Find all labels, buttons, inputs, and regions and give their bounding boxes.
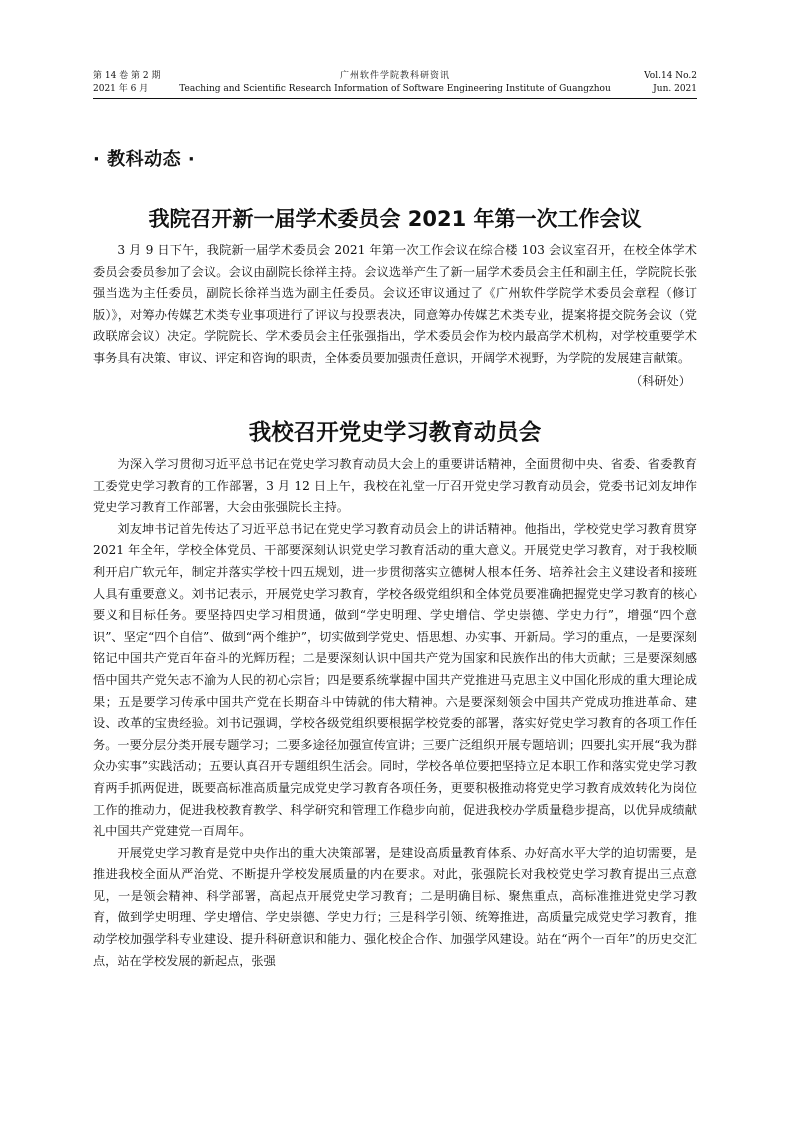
article-title: 我校召开党史学习教育动员会 <box>248 420 542 446</box>
article-paragraph: 刘友坤书记首先传达了习近平总书记在党史学习教育动员会上的讲话精神。他指出，学校党史学习教育贯穿 2021 年全年，学校全体党员、干部要深刻认识党史学习教育活动的重大意义。开展党史学习教育，对于我校顺利开启广软元年，制定并落实学校十四五规划，进一步贯彻落实立德树人根本任务、培养社会主义建设者和接班人具有重要意义。刘书记表示，开展党史学习教育，学校各级党组织和全体党员要准确把握党史学习教育的核心要义和目标任务。要坚持四史学习相贯通，做到“学史明理、学史增信、学史崇德、学史力行”，增强“四个意识”、坚定“四个自信”、做到“两个维护”，切实做到学党史、悟思想、办实事、开新局。学习的重点，一是要深刻铭记中国共产党百年奋斗的光辉历程；二是要深刻认识中国共产党为国家和民族作出的伟大贡献；三是要深刻感悟中国共产党矢志不渝为人民的初心宗旨；四是要系统掌握中国共产党推进马克思主义中国化形成的重大理论成果；五是要学习传承中国共产党在长期奋斗中铸就的伟大精神。六是要深刻领会中国共产党成功推进革命、建设、改革的宝贵经验。刘书记强调，学校各级党组织要根据学校党委的部署，落实好党史学习教育的各项工作任务。一要分层分类开展专题学习；二要多途径加强宣传宣讲；三要广泛组织开展专题培训；四要扎实开展“我为群众办实事”实践活动；五要认真召开专题组织生活会。同时，学校各单位要把坚持立足本职工作和落实党史学习教育两手抓两促进，既要高标准高质量完成党史学习教育各项任务，更要积极推动将党史学习教育成效转化为岗位工作的推动力，促进我校教育教学、科学研究和管理工作稳步向前，促进我校办学质量稳步提高，以优异成绩献礼中国共产党建党一百周年。 <box>93 521 697 839</box>
header-vol-en: Vol.14 No.2 <box>644 71 697 81</box>
header-date-cn: 2021 年 6 月 <box>93 84 149 94</box>
header-vol-no <box>644 70 697 96</box>
article-title: 我院召开新一届学术委员会 2021 年第一次工作会议 <box>148 207 642 231</box>
section-title: · 教科动态 · <box>93 149 196 170</box>
header-journal-name-en: Teaching and Scientific Research Information of Software Engineering Institute of Guangzhou <box>179 84 611 94</box>
header-volume: 第 14 卷 第 2 期 <box>93 71 161 81</box>
header-journal-name-cn: 广州软件学院教科研资讯 <box>339 71 450 81</box>
header-journal-name <box>93 70 697 96</box>
article <box>93 416 697 972</box>
running-header <box>93 70 697 98</box>
article-source: （科研处） <box>630 373 691 388</box>
header-date-en: Jun. 2021 <box>653 84 697 94</box>
article <box>93 202 697 392</box>
article-paragraph: 3 月 9 日下午，我院新一届学术委员会 2021 年第一次工作会议在综合楼 103 会议室召开，在校全体学术委员会委员参加了会议。会议由副院长徐祥主持。会议选举产生了新一届学术委员会主任和副主任，学院院长张强当选为主任委员，副院长徐祥当选为副主任委员。会议还审议通过了《广州软件学院学术委员会章程（修订版）》，对筹办传媒艺术类专业事项进行了评议与投票表决，同意筹办传媒艺术类专业，提案将提交院务会议（党政联席会议）决定。学院院长、学术委员会主任张强指出，学术委员会作为校内最高学术机构，对学校重要学术事务具有决策、审议、评定和咨询的职责，全体委员要加强责任意识，开阔学术视野，为学院的发展建言献策。 <box>93 243 697 365</box>
article-paragraph: 为深入学习贯彻习近平总书记在党史学习教育动员大会上的重要讲话精神，全面贯彻中央、省委、省委教育工委党史学习教育的工作部署，3 月 12 日上午，我校在礼堂一厅召开党史学习教育动员会，党委书记刘友坤作党史学习教育工作部署，大会由张强院长主持。 <box>93 457 697 515</box>
article-paragraph: 开展党史学习教育是党中央作出的重大决策部署，是建设高质量教育体系、办好高水平大学的迫切需要，是推进我校全面从严治党、不断提升学校发展质量的内在要求。对此，张强院长对我校党史学习教育提出三点意见，一是领会精神、科学部署，高起点开展党史学习教育；二是明确目标、聚焦重点，高标准推进党史学习教育，做到学史明理、学史增信、学史崇德、学史力行；三是科学引领、统筹推进，高质量完成党史学习教育，推动学校加强学科专业建设、提升科研意识和能力、强化校企合作、加强学风建设。站在“两个一百年”的历史交汇点，站在学校发展的新起点，张强 <box>93 845 697 968</box>
header-rule <box>93 98 697 99</box>
